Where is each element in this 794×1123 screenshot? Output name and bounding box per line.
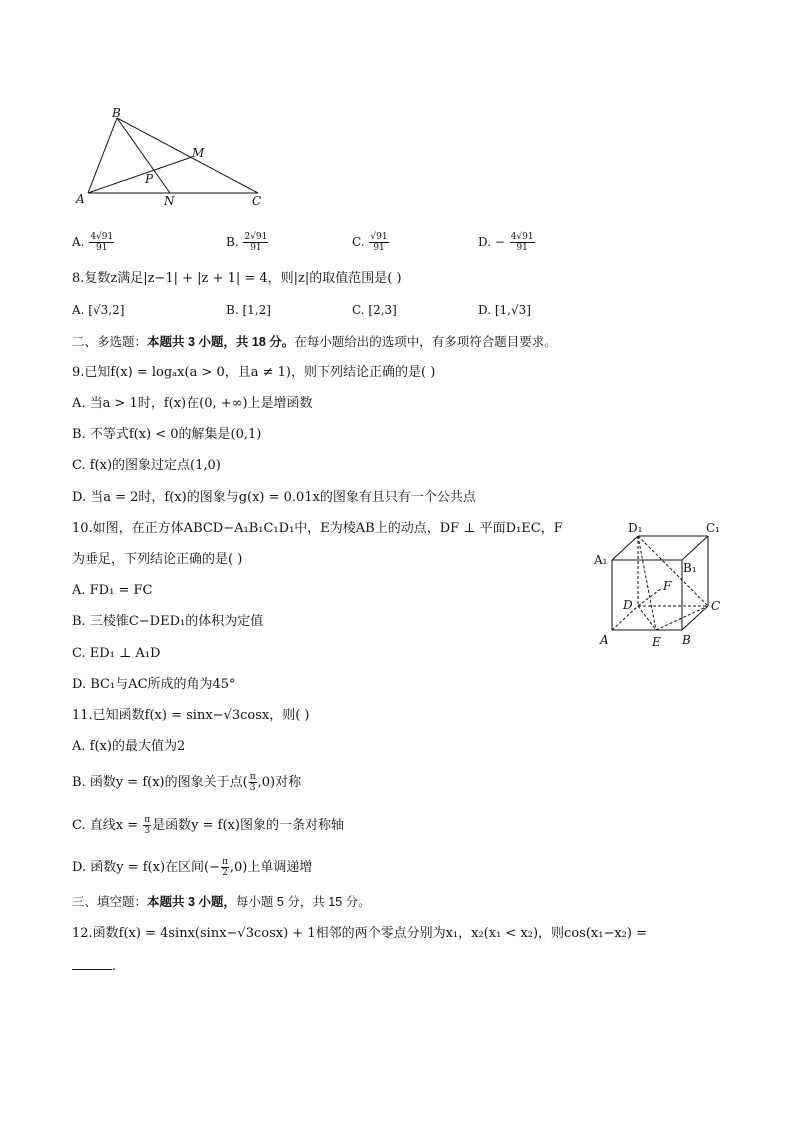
q7-option-c[interactable]: C. $\frac{√91}{91}$ [352,232,388,253]
label-C: C [711,599,721,613]
q7-option-d-fraction: $\frac{4√91}{91}$ [510,232,534,253]
q11-stem: 11.已知函数f(x) = sinx−√3cosx，则( ) [72,708,310,723]
q8-stem: 8.复数z满足|z−1| + |z + 1| = 4，则|z|的取值范围是( ) [72,271,402,286]
q8-option-b[interactable]: B. [1,2] [226,303,271,317]
q9-option-a[interactable]: A. 当a > 1时，f(x)在(0, +∞)上是增函数 [72,396,313,411]
section-2-header: 二、多选题：本题共 3 小题，共 18 分。在每小题给出的选项中，有多项符合题目要求。 [72,335,557,349]
q12-answer-blank[interactable] [72,957,112,970]
label-A: A [76,192,85,206]
q11-option-c-fraction: $\frac{\pi}{3}$ [144,815,151,836]
q10-option-b[interactable]: B. 三棱锥C−DED₁的体积为定值 [72,614,264,629]
cube-edge-BC [682,606,708,630]
cube-edge-B1C1 [682,536,708,560]
label-C: C [252,194,262,208]
label-B: B [682,633,691,647]
q11-option-b[interactable]: B. 函数y = f(x)的图象关于点( $\frac{\pi}{3}$ ,0)对称 [72,772,302,793]
q8-option-a[interactable]: A. [√3,2] [72,303,125,317]
q9-option-b[interactable]: B. 不等式f(x) < 0的解集是(0,1) [72,427,262,442]
segment-AM [88,157,192,193]
q10-stem-line1: 10.如图，在正方体ABCD−A₁B₁C₁D₁中，E为棱AB上的动点，DF ⊥ 平面D₁EC，F [72,521,563,536]
triangle-figure [70,105,270,210]
q10-option-c[interactable]: C. ED₁ ⊥ A₁D [72,646,161,661]
q9-option-d[interactable]: D. 当a = 2时，f(x)的图象与g(x) = 0.01x的图象有且只有一个公共点 [72,490,476,505]
q8-option-d[interactable]: D. [1,√3] [478,303,531,317]
edge-BC [117,118,258,193]
segment-D1C [638,536,708,606]
cube-figure [590,518,730,653]
section-3-header: 三、填空题：本题共 3 小题，每小题 5 分，共 15 分。 [72,895,371,909]
q12-answer-line: . [72,957,116,976]
label-A1: A₁ [594,553,608,567]
q7-option-c-fraction: $\frac{√91}{91}$ [370,232,388,253]
q11-option-b-fraction: $\frac{\pi}{3}$ [249,772,256,793]
q11-option-a[interactable]: A. f(x)的最大值为2 [72,739,186,754]
label-E: E [652,635,661,649]
q7-option-b[interactable]: B. $\frac{2√91}{91}$ [226,232,268,253]
label-P: P [145,172,154,186]
segment-D1E [638,536,656,630]
label-A: A [600,633,609,647]
q12-stem: 12.函数f(x) = 4sinx(sinx−√3cosx) + 1相邻的两个零点分别为x₁，x₂(x₁ < x₂)，则cos(x₁−x₂) = [72,926,647,941]
segment-DE [638,606,656,630]
label-B1: B₁ [683,561,697,575]
q7-option-a-fraction: $\frac{4√91}{91}$ [90,232,114,253]
segment-BN [117,118,170,193]
q9-stem: 9.已知f(x) = logₐx(a > 0，且a ≠ 1)，则下列结论正确的是( ) [72,365,436,380]
q11-option-d[interactable]: D. 函数y = f(x)在区间(− $\frac{\pi}{2}$ ,0)上单调递增 [72,857,313,878]
label-M: M [192,146,205,160]
cube-edge-A1D1 [612,536,638,560]
label-D1: D₁ [628,521,643,535]
q10-option-d[interactable]: D. BC₁与AC所成的角为45° [72,677,236,692]
label-N: N [164,194,175,208]
label-F: F [663,579,672,593]
label-B: B [112,106,121,120]
q11-option-c[interactable]: C. 直线x = $\frac{\pi}{3}$ 是函数y = f(x)图象的一条对称轴 [72,815,344,836]
q11-option-d-fraction: $\frac{\pi}{2}$ [221,857,228,878]
q8-option-c[interactable]: C. [2,3] [352,303,397,317]
q10-stem-line2: 为垂足，下列结论正确的是( ) [72,552,243,567]
label-C1: C₁ [706,521,720,535]
q10-option-a[interactable]: A. FD₁ = FC [72,583,153,598]
q7-option-a[interactable]: A. $\frac{4√91}{91}$ [72,232,114,253]
q7-option-b-fraction: $\frac{2√91}{91}$ [244,232,268,253]
edge-AB [88,118,117,193]
segment-DF [638,588,662,606]
q7-option-d[interactable]: D. − $\frac{4√91}{91}$ [478,232,534,253]
q9-option-c[interactable]: C. f(x)的图象过定点(1,0) [72,458,221,473]
label-D: D [623,598,633,612]
